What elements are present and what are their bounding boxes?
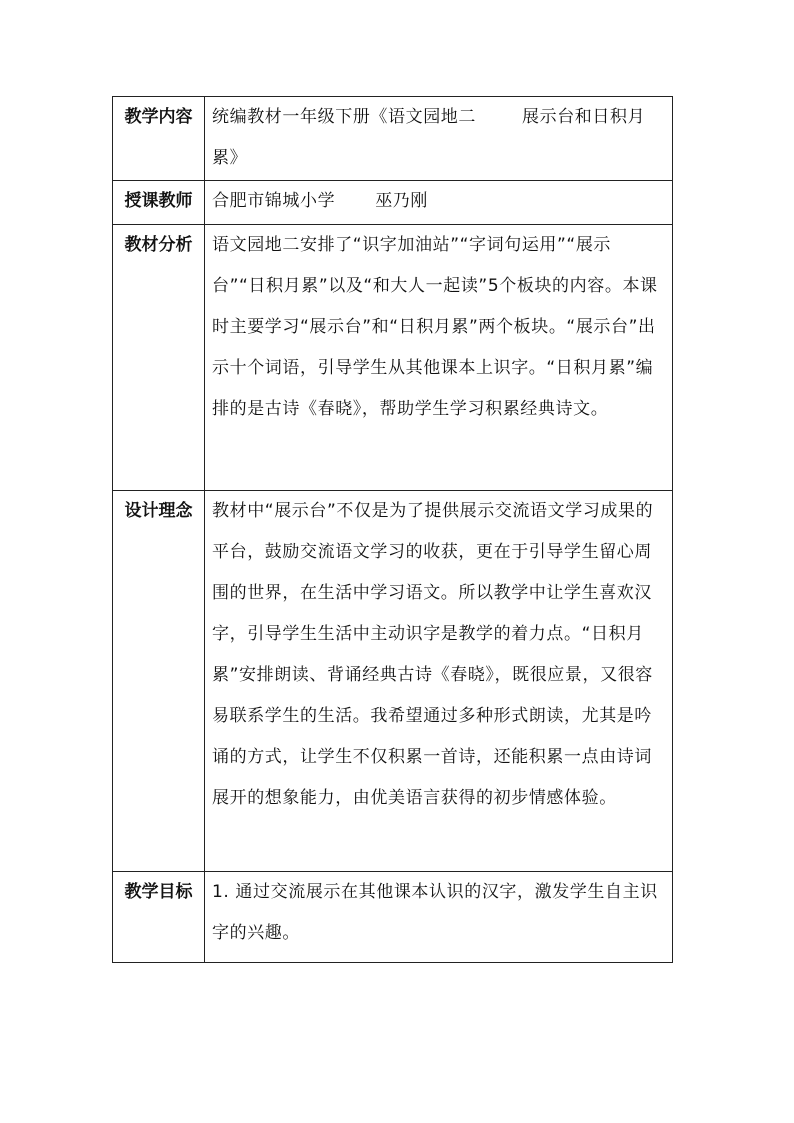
row-material-analysis (113, 225, 673, 491)
label-text: 设计理念 (124, 501, 193, 521)
value-teacher (205, 181, 673, 225)
lesson-plan-table (112, 96, 673, 963)
label-teacher (113, 181, 205, 225)
label-teaching-content (113, 97, 205, 181)
label-text: 教学内容 (124, 107, 193, 127)
row-teaching-goal (113, 872, 673, 963)
goal-text: 1. 通过交流展示在其他课本认识的汉字，激发学生自主识字的兴趣。 (212, 882, 658, 943)
value-teaching-goal (205, 872, 673, 963)
teacher-school: 合肥市锦城小学 (212, 191, 336, 211)
row-design-concept (113, 491, 673, 872)
row-teacher (113, 181, 673, 225)
label-text: 授课教师 (124, 191, 193, 211)
label-design-concept (113, 491, 205, 872)
label-text: 教材分析 (124, 235, 193, 255)
label-material-analysis (113, 225, 205, 491)
teacher-name: 巫乃刚 (375, 191, 429, 211)
label-teaching-goal (113, 872, 205, 963)
design-text: 教材中“展示台”不仅是为了提供展示交流语文学习成果的平台，鼓励交流语文学习的收获，更在于引导学生留心周围的世界，在生活中学习语文。所以教学中让学生喜欢汉字，引导学生生活中主动识字是教学的着力点。“日积月累”安排朗读、背诵经典古诗《春晓》，既很应景，又很容易联系学生的生活。我希望通过多种形式朗读，尤其是吟诵的方式，让学生不仅积累一首诗，还能积累一点由诗词展开的想象能力，由优美语言获得的初步情感体验。 (212, 501, 654, 808)
value-design-concept (205, 491, 673, 872)
content-title-part2: 展示台和日积月累》 (212, 107, 646, 168)
row-teaching-content (113, 97, 673, 181)
content-title-part1: 统编教材一年级下册《语文园地二 (212, 107, 476, 127)
analysis-text: 语文园地二安排了“识字加油站”“字词句运用”“展示台”“日积月累”以及“和大人一起读”5个板块的内容。本课时主要学习“展示台”和“日积月累”两个板块。“展示台”出示十个词语，引导学生从其他课本上识字。“日积月累”编排的是古诗《春晓》，帮助学生学习积累经典诗文。 (212, 235, 658, 419)
value-material-analysis (205, 225, 673, 491)
label-text: 教学目标 (124, 882, 193, 902)
value-teaching-content (205, 97, 673, 181)
